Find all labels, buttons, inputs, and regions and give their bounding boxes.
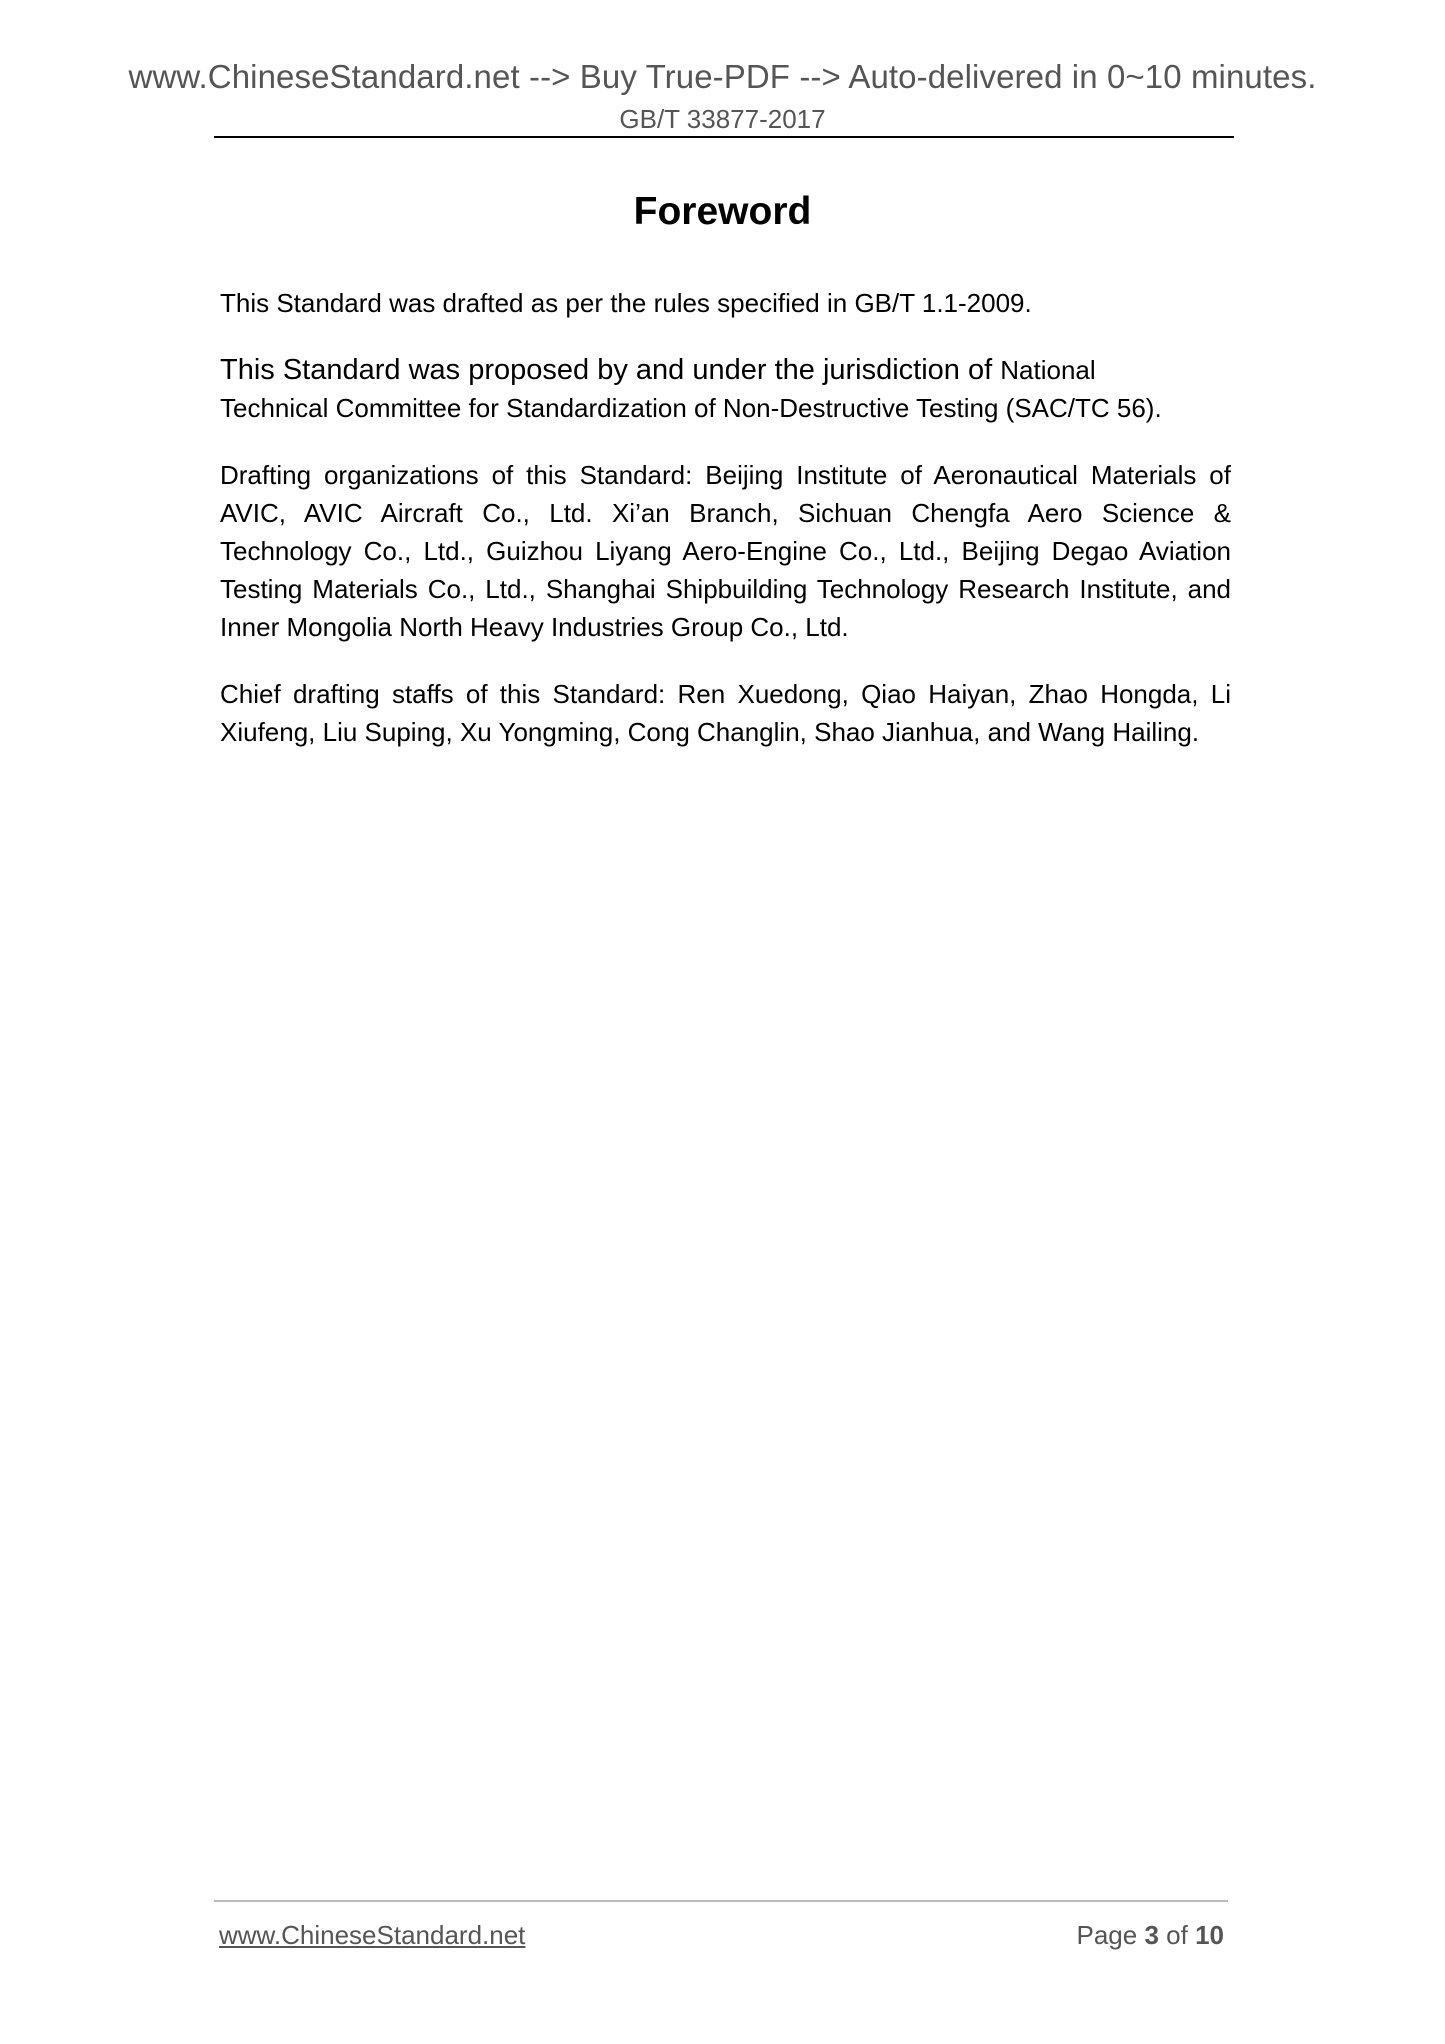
paragraph-jurisdiction-tail: National <box>1000 355 1096 385</box>
page-title: Foreword <box>633 190 812 233</box>
footer-divider <box>214 1900 1228 1902</box>
page-current: 3 <box>1144 1920 1159 1950</box>
paragraph-jurisdiction-rest: Technical Committee for Standardization of Non-Destructive Testing (SAC/TC 56). <box>220 393 1162 423</box>
top-banner[interactable]: www.ChineseStandard.net --> Buy True-PDF --> Auto-delivered in 0~10 minutes. <box>128 58 1317 95</box>
paragraph-jurisdiction <box>220 351 1231 427</box>
paragraph-drafting-rules: This Standard was drafted as per the rules specified in GB/T 1.1-2009. <box>220 288 1032 318</box>
page-prefix: Page <box>1076 1920 1138 1950</box>
document-code: GB/T 33877-2017 <box>619 104 826 134</box>
page-total: 10 <box>1195 1920 1224 1950</box>
footer-website-link[interactable]: www.ChineseStandard.net <box>219 1920 526 1950</box>
foreword-body <box>220 284 1231 780</box>
paragraph-jurisdiction-main: This Standard was proposed by and under the jurisdiction of <box>220 354 993 386</box>
page-number <box>1076 1920 1224 1951</box>
paragraph-drafting-organizations: Drafting organizations of this Standard: Beijing Institute of Aeronautical Materials of AVIC, AVIC Aircraft Co., Ltd. Xi’an Branch, Sichuan Chengfa Aero Science & Technology Co., Ltd., Guizhou Liyang Aero-Engine Co., Ltd., Beijing Degao Aviation Testing Materials Co., Ltd., Shanghai Shipbuilding Technology Research Institute, and Inner Mongolia North Heavy Industries Group Co., Ltd. <box>220 460 1231 642</box>
page-of: of <box>1166 1920 1188 1950</box>
paragraph-drafting-staff: Chief drafting staffs of this Standard: Ren Xuedong, Qiao Haiyan, Zhao Hongda, Li Xiufeng, Liu Suping, Xu Yongming, Cong Changlin, Shao Jianhua, and Wang Hailing. <box>220 679 1231 747</box>
header-divider <box>214 136 1234 138</box>
